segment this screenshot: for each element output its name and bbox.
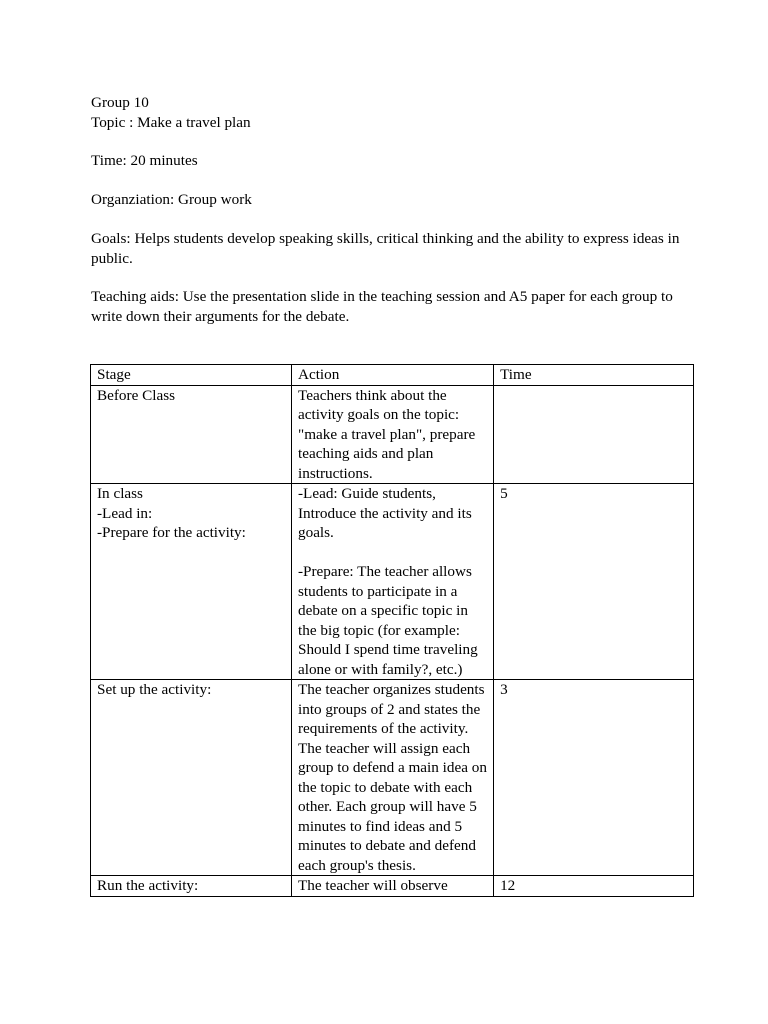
stage-cell	[91, 680, 292, 876]
table-row	[91, 484, 694, 680]
header-cell-action: Action	[292, 365, 494, 386]
action-text: Teachers think about the activity goals on the topic: "make a travel plan", prepare teaching aids and plan instructions.	[298, 386, 476, 482]
stage-text: Before Class	[97, 386, 176, 404]
action-cell	[292, 484, 494, 680]
group-label: Group 10	[91, 94, 149, 111]
paragraph-gap	[298, 543, 488, 563]
action-cell	[292, 680, 494, 876]
table-row	[91, 876, 694, 897]
stage-cell	[91, 876, 292, 897]
stage-text: Run the activity:	[97, 877, 199, 894]
table-row	[91, 680, 694, 876]
goals-paragraph: Goals: Helps students develop speaking skills, critical thinking and the ability to express ideas in public.	[91, 230, 680, 267]
action-text: -Lead: Guide students, Introduce the activity and its goals.	[298, 485, 472, 541]
table-row	[91, 385, 694, 484]
stage-cell	[91, 484, 292, 680]
organization-label: Organziation: Group work	[91, 191, 252, 208]
stage-text: Set up the activity:	[97, 681, 212, 698]
time-cell: 5	[494, 484, 694, 680]
stage-text: -Lead in:	[97, 504, 153, 522]
table-header-row	[91, 365, 694, 386]
lesson-plan-table	[90, 364, 694, 897]
header-cell-stage: Stage	[91, 365, 292, 386]
action-cell	[292, 385, 494, 484]
time-cell: 3	[494, 680, 694, 876]
teaching-aids-paragraph: Teaching aids: Use the presentation slide in the teaching session and A5 paper for each group to write down their arguments for the debate.	[91, 288, 673, 325]
time-cell: 12	[494, 876, 694, 897]
time-cell	[494, 385, 694, 484]
action-text: -Prepare: The teacher allows students to participate in a debate on a specific topic in the big topic (for example: Should I spend time traveling alone or with family?, etc.)	[298, 563, 478, 678]
stage-text: -Prepare for the activity:	[97, 524, 246, 541]
stage-cell	[91, 385, 292, 484]
topic-label: Topic : Make a travel plan	[91, 114, 251, 131]
stage-text: In class	[97, 485, 143, 502]
action-cell	[292, 876, 494, 897]
time-label: Time: 20 minutes	[91, 152, 198, 169]
action-text: The teacher will observe	[298, 877, 448, 894]
header-cell-time: Time	[494, 365, 694, 386]
action-text: The teacher organizes students into groups of 2 and states the requirements of the activity. The teacher will assign each group to defend a main idea on the topic to debate with each other. Each group will have 5 minutes to find ideas and 5 minutes to debate and defend each group's thesis.	[298, 681, 487, 874]
